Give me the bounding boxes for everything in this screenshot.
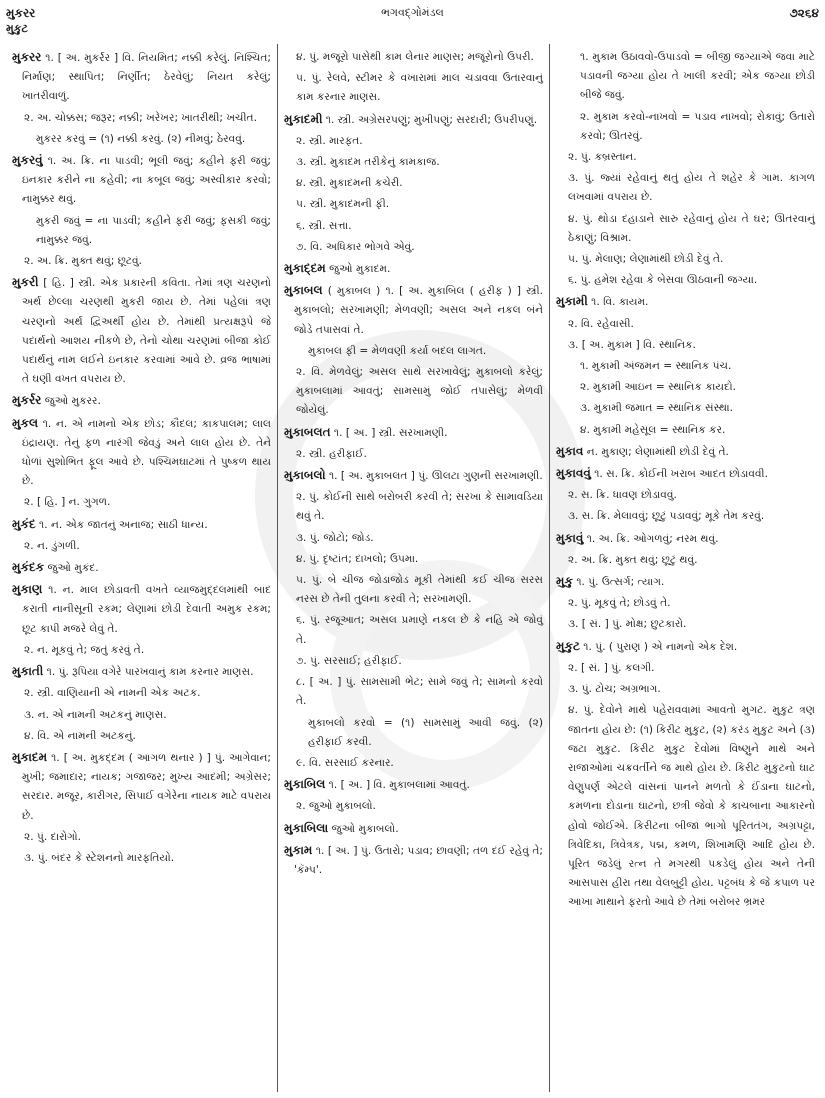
- dictionary-entry: [12, 151, 271, 210]
- headword: મુકલ: [12, 415, 39, 430]
- dictionary-entry: [284, 423, 543, 443]
- column-left: [6, 44, 277, 1092]
- entry-text: ૧. [ અ. મુકર્રર ] વિ. નિયમિત; નક્કી કરેલું. નિશ્ચિત; નિર્માણ; સ્થાપિત; નિર્ણીત; ઠેરવેલું; નિયત કરેલું; ખાતરીવાળું.: [22, 52, 271, 103]
- entry-text: ૨. અ. ચોક્કસ; જરૂર; નક્કી; ખરેખર; ખાતરીથી; ખચીત.: [24, 111, 257, 124]
- entry-sense: [284, 195, 543, 214]
- dictionary-entry: [556, 529, 815, 549]
- entry-sense: [556, 701, 815, 912]
- entry-text: ૨. [ હિ. ] ન. ગુગળ.: [24, 496, 111, 509]
- entry-sense: [12, 727, 271, 746]
- page-number: ૭૨૬૪: [789, 6, 819, 20]
- entry-text: ૩. ન. એ નામની અટકનું માણસ.: [24, 708, 167, 721]
- entry-sense: [284, 571, 543, 609]
- guide-word-first: મુકરર: [6, 6, 36, 20]
- dictionary-entry: [556, 637, 815, 657]
- dictionary-entry: [284, 466, 543, 486]
- entry-text: ૩. પું. બંદર કે સ્ટેશનનો મારફતિયો.: [24, 851, 175, 864]
- headword: મુકાદ્દમ: [284, 261, 326, 276]
- entry-text: ૨. પું. દારોગો.: [24, 830, 81, 843]
- dictionary-entry: [556, 572, 815, 592]
- entry-sense: [556, 659, 815, 678]
- entry-text: ૫. સ્ત્રી. મુકાદમની ફી.: [296, 198, 390, 211]
- headword: મુકાદમ: [12, 749, 48, 764]
- headword: મુકુ: [556, 574, 573, 589]
- dictionary-entry: [12, 558, 271, 578]
- headword: મુકાવું: [556, 530, 584, 545]
- entry-sense: [556, 250, 815, 269]
- entry-sense: [284, 69, 543, 107]
- entry-text: ૧. ન. એક જાતનું અનાજ; સાઠી ધાન્ય.: [35, 518, 208, 531]
- entry-text: ૧. પું. રૂપિયા વગેરે પારખવાનું કામ કરનાર માણસ.: [43, 666, 254, 679]
- entry-sense: [284, 754, 543, 773]
- entry-text: ૩. પું. ટોચ; અગ્રભાગ.: [568, 683, 661, 696]
- entry-sense: [284, 611, 543, 649]
- entry-text: ૧. સ્ત્રી. અગ્રેસરપણું; મુખીપણું; સરદારી; ઉપરીપણું.: [322, 113, 538, 126]
- entry-phrase: [556, 378, 815, 397]
- column-right: [550, 44, 821, 1092]
- entry-text: ૪. સ્ત્રી. મુકાદમની કચેરી.: [296, 177, 403, 190]
- entry-text: ૩. [ અ. મુકામ ] વિ. સ્થાનિક.: [568, 338, 696, 351]
- dictionary-entry: [284, 841, 543, 880]
- entry-sense: [284, 363, 543, 421]
- entry-text: ૬. પું. રજૂઆત; અસલ પ્રમાણે નકલ છે કે નહિ એ જોવું તે.: [296, 614, 543, 646]
- entry-phrase: [556, 421, 815, 440]
- dictionary-entry: [556, 442, 815, 462]
- entry-text: ૨. પું. કબ્રસ્તાન.: [568, 151, 637, 164]
- entry-text: [ હિ. ] સ્ત્રી. એક પ્રકારની કવિતા. તેમાં ત્રણ ચરણનો અર્થ છેલ્લા ચરણથી મુકરી જાય છે. તેમાં પહેલાં ત્રણ ચરણનો અર્થ દ્વિઅર્થી હોય છે. તેમાંથી પ્રત્યક્ષરૂપે જે પદાર્થનો આશય નીકળે છે, તેનો ચોથા ચરણમાં બીજા કોઈ પદાર્થનું નામ લઈને ઇનકાર કરવામાં આવે છે. વ્રજ ભાષામાં તે ઘણી વખત વપરાય છે.: [22, 277, 271, 386]
- entry-text: ૨. જુઓ મુકાબલો.: [296, 800, 376, 813]
- entry-text: ૧. [ અ. મુકાબલત ] પું. ઊલટા ગુણની સરખામણી.: [325, 470, 543, 483]
- entry-text: ૨. સ. ક્રિ. ધાવણ છોડાવવું.: [568, 489, 677, 502]
- entry-text: ૬. સ્ત્રી. સત્તા.: [296, 219, 352, 232]
- entry-sense: [556, 210, 815, 248]
- entry-text: ૨. સ્ત્રી. હરીફાઈ.: [296, 447, 367, 460]
- entry-text: ૧. વિ. કાયમ.: [587, 296, 649, 309]
- entry-text: ૧. પું. ઉત્સર્ગ; ત્યાગ.: [572, 576, 665, 589]
- entry-sense: [284, 132, 543, 151]
- dictionary-entry: [284, 819, 543, 839]
- headword: મુકંદક: [12, 560, 45, 575]
- entry-sense: [556, 271, 815, 290]
- entry-sense: [556, 169, 815, 207]
- headword: મુકાબિલા: [284, 820, 329, 835]
- entry-text: ૫. પું. રેલવે, સ્ટીમર કે વખારામાં માલ ચડાવવા ઉતારવાનું કામ કરનાર માણસ.: [296, 72, 543, 104]
- headword: મુકરી: [12, 275, 39, 290]
- entry-text: ૪. પું. મજૂરો પાસેથી કામ લેનાર માણસ; મજૂરોનો ઉપરી.: [296, 51, 534, 63]
- dictionary-entry: [12, 748, 271, 826]
- entry-text: મુકાબલ ફી = મેળવણી કર્યા બદલ લાગત.: [308, 344, 487, 357]
- entry-text: ૧. મુકામ ઉઠાવવો-ઉપાડવો = બીજી જગ્યાએ જવા માટે પડાવની જગ્યા હોય તે ખાલી કરવી; એક જગ્યા છોડી બીજે જવું.: [580, 51, 815, 102]
- guide-word-last: મુકુટ: [6, 22, 28, 35]
- entry-text: ( મુકાબલ ) ૧. [ અ. મુકાબિલ ( હરીફ ) ] સ્ત્રી. મુકાબલો; સરખામણી; મેળવણી; અસલ અને નકલ બંને જોડે તપાસવાં તે.: [294, 285, 543, 336]
- dictionary-entry: [12, 273, 271, 389]
- entry-text: જુઓ મુકંદ.: [44, 562, 99, 575]
- entry-text: ૭. પું. સરસાઈ; હરીફાઈ.: [296, 654, 402, 667]
- headword: મુકાતી: [12, 664, 44, 679]
- entry-text: ૨. વિ. રહેવાસી.: [568, 317, 634, 330]
- entry-text: ૫. પું. બે ચીજ જોડાજોડ મૂકી તેમાંથી કઈ ચીજ સરસ નરસ છે તેની તુલના કરવી તે; સરખામણી.: [296, 574, 543, 606]
- entry-text: ૨. મુકામ કરવો-નાખવો = પડાવ નાખવો; રોકાવું; ઉતારો કરવો; ઊતરવું.: [580, 110, 815, 142]
- entry-phrase: [556, 399, 815, 418]
- entry-text: ૨. સ્ત્રી. વાણિયાની એ નામની એક અટક.: [24, 687, 201, 700]
- entry-text: ૧. સ. ક્રિ. કોઈની ખરાબ આદત છોડાવવી.: [590, 468, 768, 481]
- dictionary-entry: [12, 391, 271, 411]
- entry-sense: [556, 551, 815, 570]
- dictionary-entry: [284, 775, 543, 795]
- entry-sense: [284, 673, 543, 711]
- entry-text: મુકરી જવું = ના પાડવી; કહીને ફરી જવું; ફસકી જવું; નામુક્કર જવું.: [36, 214, 271, 246]
- entry-text: જુઓ મુકરર.: [41, 395, 101, 408]
- headword: મુકરર: [12, 50, 42, 64]
- entry-sense: [12, 828, 271, 847]
- entry-text: ૧. અ. ક્રિ. ના પાડવી; ભૂલી જવું; કહીને ફરી જવું; ઇનકાર કરીને ના કહેવી; ના કબૂલ જવું; અસ્વીકાર કરવો; નામુક્કર થવું.: [22, 155, 271, 206]
- entry-sense: [284, 217, 543, 236]
- column-middle: [277, 44, 550, 1092]
- entry-sense: [284, 488, 543, 526]
- entry-sense: [556, 594, 815, 613]
- entry-text: ૩. પું. જોટો; જોડ.: [296, 531, 374, 544]
- entry-sense: [556, 315, 815, 334]
- entry-text: ૪. પું. થોડા દહાડાને સારુ રહેવાનું હોય તે ઘર; ઊતરવાનું ઠેકાણું; વિશ્રામ.: [568, 212, 815, 244]
- dictionary-entry: [12, 414, 271, 492]
- entry-text: ૩. મુકામી જમાત = સ્થાનિક સંસ્થા.: [580, 402, 733, 415]
- entry-phrase: [556, 108, 815, 146]
- entry-sense: [12, 109, 271, 128]
- entry-text: ૨. પું. કોઈની સાથે બરોબરી કરવી તે; સરખા કે સામાવડિયા થવું તે.: [296, 491, 543, 523]
- entry-sense: [556, 680, 815, 699]
- entry-sense: [284, 652, 543, 671]
- dictionary-entry: [12, 580, 271, 639]
- entry-text: ૪. મુકામી મહેસૂલ = સ્થાનિક કર.: [580, 423, 726, 436]
- entry-sense: [284, 48, 543, 67]
- entry-sense: [12, 537, 271, 556]
- entry-sense: [284, 153, 543, 172]
- page-header: [6, 6, 819, 26]
- dictionary-entry: [284, 259, 543, 279]
- entry-text: ૧. [ અ. ] પું. ઉતારો; પડાવ; છાવણી; તળ દઈ રહેવું તે; 'કૅમ્પ'.: [294, 844, 543, 876]
- dictionary-columns: [6, 44, 821, 1092]
- entry-text: ૧. ન. માલ છોડાવતી વખતે વ્યાજમુદ્દલમાંથી બાદ કરાતી નાનીસૂની રકમ; લેણામાં છોડી દેવાતી અમુક રકમ; છૂટ કાપી મજરે લેવું તે.: [22, 584, 271, 635]
- entry-sense: [556, 486, 815, 505]
- headword: મુકામ: [284, 842, 313, 857]
- entry-text: ૪. વિ. એ નામની અટકનું.: [24, 729, 136, 742]
- entry-sense: [284, 445, 543, 464]
- entry-phrase: [556, 357, 815, 376]
- entry-text: ૩. સ્ત્રી. મુકાદમ તરીકેનું કામકાજ.: [296, 156, 440, 169]
- entry-text: ૩. [ સં. ] પું. મોક્ષ; છુટકારો.: [568, 618, 687, 631]
- headword: મુકર્રર: [12, 393, 42, 408]
- entry-text: ૧. ન. એ નામનો એક છોડ; કૌદલ; કાકપાલમ; લાલ ઇંદ્રાયણ. તેનું ફળ નારંગી જેવડું અને લાલ હોય છે. તેને ધોળાં સુશોભિત ફૂલ આવે છે. પશ્ચિમઘાટમાં તે પુષ્કળ થાય છે.: [22, 417, 271, 488]
- entry-sense: [284, 174, 543, 193]
- entry-phrase: [284, 342, 543, 361]
- entry-text: મુકરર કરવું = (૧) નક્કી કરવું. (૨) નીમવું; ઠેરવવું.: [36, 132, 246, 145]
- entry-text: ૨. ન. મૂકવું તે; જતું કરવું તે.: [24, 643, 145, 656]
- book-title: ભગવદ્ગોમંડલ: [381, 6, 444, 19]
- entry-text: ૧. [ અ. મુકદ્દમ ( આગળ થનાર ) ] પું. આગેવાન; મુખી; જમાદાર; નાયક; ગજાજર; મુખ્ય આદમી; અગ્રેસર; સરદાર. મજૂર, કારીગર, સિપાઈ વગેરેના નાયક માટે વપરાય છે.: [22, 751, 271, 822]
- headword: મુકામી: [556, 294, 588, 309]
- entry-phrase: [12, 212, 271, 250]
- dictionary-entry: [12, 662, 271, 682]
- dictionary-entry: [12, 48, 271, 107]
- entry-text: ૫. પું. મેલાણ; લેણામાંથી છોડી દેવું તે.: [568, 253, 724, 266]
- dictionary-entry: [556, 292, 815, 312]
- entry-text: ૨. અ. ક્રિ. મુક્ત થવું; છૂટવું.: [24, 255, 143, 268]
- entry-text: ૬. પું. હમેશ રહેવા કે બેસવા ઊઠવાની જગ્યા.: [568, 274, 758, 287]
- dictionary-entry: [284, 281, 543, 340]
- entry-text: ૩. સ. ક્રિ. મેલાવવું; છૂટું પડાવવું; મૂકે તેમ કરવું.: [568, 510, 765, 523]
- entry-text: ૧. પું. ( પુરાણ ) એ નામનો એક દેશ.: [579, 640, 738, 653]
- entry-sense: [556, 507, 815, 526]
- entry-phrase: [556, 48, 815, 106]
- entry-sense: [556, 615, 815, 634]
- entry-sense: [12, 706, 271, 725]
- dictionary-entry: [284, 110, 543, 130]
- entry-sense: [12, 252, 271, 271]
- entry-text: ૩. પું. જ્યાં રહેવાનું થતું હોય તે શહેર કે ગામ. કાગળ લખવામાં વપરાય છે.: [568, 172, 815, 204]
- headword: મુકાણ: [12, 582, 43, 597]
- headword: મુકાબલો: [284, 468, 326, 483]
- entry-sense: [556, 148, 815, 167]
- entry-text: ૧. [ અ. ] વિ. મુકાબલામાં આવતું.: [325, 779, 470, 792]
- entry-text: ન. મુકાણ; લેણામાંથી છોડી દેવું તે.: [583, 445, 729, 458]
- entry-text: ૪. પું. દૃષ્ટાંત; દાખલો; ઉપમા.: [296, 552, 419, 565]
- entry-text: ૧. [ અ. ] સ્ત્રી. સરખામણી.: [330, 426, 448, 439]
- headword: મુકરવું: [12, 153, 43, 168]
- entry-text: ૨. પું. મૂકવું તે; છોડવું તે.: [568, 597, 671, 610]
- entry-text: ૨. અ. ક્રિ. મુક્ત થવું; છૂટું થવું.: [568, 553, 698, 566]
- entry-sense: [12, 684, 271, 703]
- entry-text: જુઓ મુકાદમ.: [325, 263, 391, 276]
- entry-text: ૨. વિ. મેળવેલું; અસલ સાથે સરખાવેલું; મુકાબલો કરેલું; મુકાબલામાં આવતું; સામસામું જોઈ તપાસેલું; મેળવી જોયેલું.: [296, 366, 543, 417]
- dictionary-entry: [12, 515, 271, 535]
- entry-text: ૨. સ્ત્રી. મારફત.: [296, 134, 363, 147]
- entry-text: ૮. [ અ. ] પું. સામસામી ભેટ; સામે જવું તે; સામનો કરવો તે.: [296, 676, 543, 708]
- headword: મુકાબિલ: [284, 777, 326, 792]
- entry-text: ૨. ન. ડુંગળી.: [24, 539, 80, 552]
- headword: મુકાવ: [556, 443, 584, 458]
- entry-sense: [284, 529, 543, 548]
- entry-text: ૭. વિ. અધિકાર ભોગવે એવું.: [296, 240, 415, 253]
- entry-text: જુઓ મુકાબલો.: [328, 822, 399, 835]
- entry-sense: [284, 238, 543, 257]
- entry-sense: [12, 641, 271, 660]
- entry-text: ૯. વિ. સરસાઈ કરનાર.: [296, 756, 394, 769]
- entry-sense: [556, 336, 815, 355]
- entry-sense: [12, 493, 271, 512]
- dictionary-entry: [556, 464, 815, 484]
- entry-text: ૧. મુકામી અંજમન = સ્થાનિક પંચ.: [580, 360, 732, 373]
- headword: મુકુટ: [556, 638, 580, 653]
- entry-text: ૧. અ. ક્રિ. ઓગળવું; નરમ થવું.: [583, 532, 719, 545]
- entry-phrase: [284, 714, 543, 752]
- entry-text: ૪. પું. દેવોને માથે પહેરાવવામાં આવતો મુગટ. મુકુટ ત્રણ જાતના હોય છે: (૧) કિરીટ મુકુટ, (૨) કરંડ મુકુટ અને (૩) જટા મુકુટ. કિરીટ મુકુટ દેવોમાં વિષ્ણુને માથે અને રાજાઓમાં ચક્રવર્તીને જ માથે હોય છે. કિરીટ મુકુટનો ઘાટ વેણુપર્ણ એટલે વાંસનાં પાનને મળતો કે ઈંડાના ઘાટનો, કમળના દોડાના ઘાટનો, છત્રી જેવો કે કાચબાના આકારનો હોવો જોઈએ. કિરીટના બીજા ભાગો પૂરિતતંગ, અગ્રપટ્ટા, ત્રિવેદિકા, ત્રિવેત્રક, પદ્મ, કમળ, શિખામણિ આદિ હોય છે. પૂરિત જડેલું રત્ન તે મગરથી પકડેલું હોય અને તેની આસપાસ હીરા તથા વેલબુટ્ટી હોય. પટ્ટબંધ કે જે કપાળ પર આખા માથાને ફરતો આવે છે તેમાં બરોબર ભ્રમર: [568, 704, 815, 909]
- entry-sense: [284, 550, 543, 569]
- entry-text: મુકાબલો કરવો = (૧) સામસામું આવી જવું. (૨) હરીફાઈ કરવી.: [308, 716, 543, 748]
- headword: મુકાદમી: [284, 111, 323, 126]
- entry-sense: [12, 849, 271, 868]
- headword: મુકાબલ: [284, 283, 323, 298]
- entry-phrase: [12, 130, 271, 149]
- entry-text: ૨. [ સં. ] પું. કલગી.: [568, 661, 655, 674]
- headword: મુકાબલત: [284, 424, 331, 439]
- entry-sense: [284, 797, 543, 816]
- headword: મુકાવવું: [556, 466, 591, 481]
- entry-text: ૨. મુકામી આઇન = સ્થાનિક કાયદો.: [580, 381, 736, 394]
- headword: મુકંદ: [12, 516, 36, 531]
